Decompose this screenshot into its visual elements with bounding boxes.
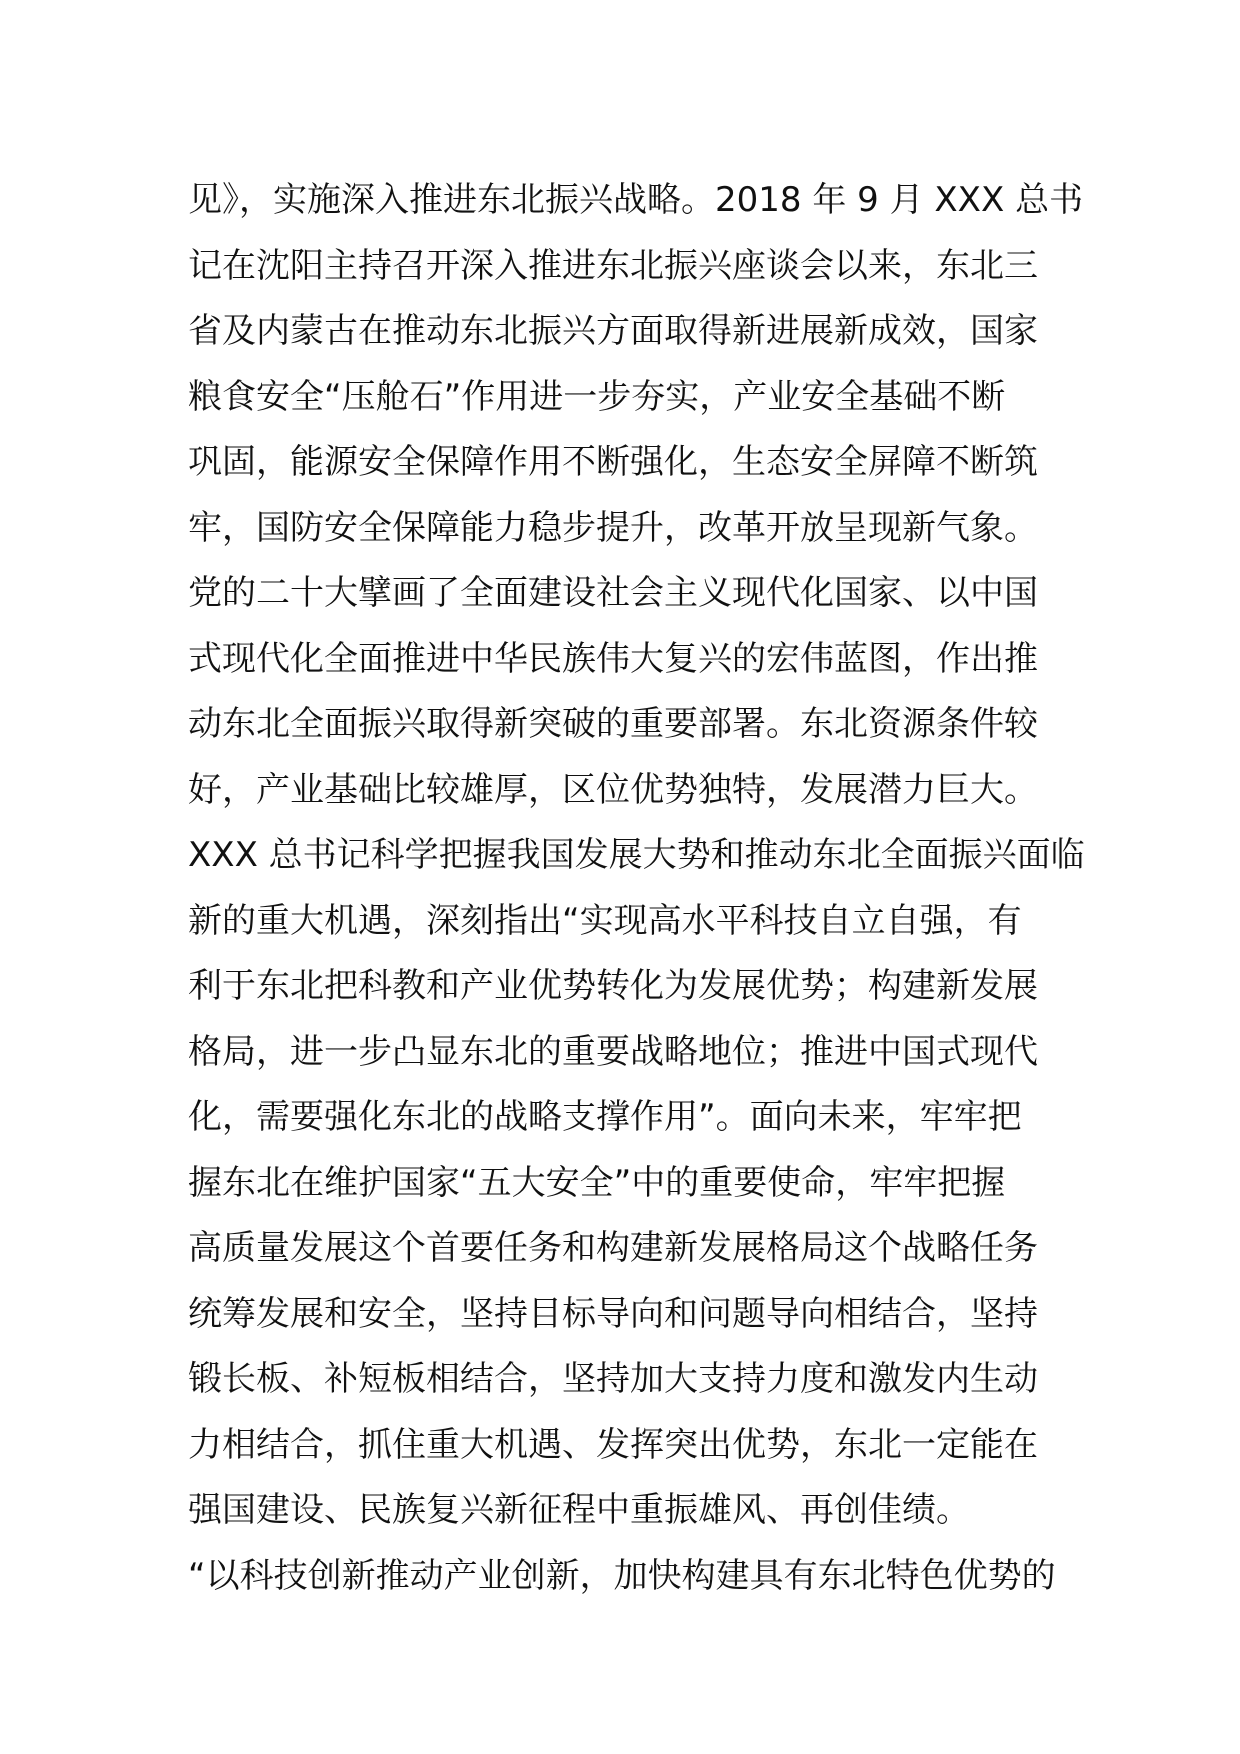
text-line-8: 式现代化全面推进中华民族伟大复兴的宏伟蓝图，作出推 (188, 638, 1038, 679)
text-line-19: 锻长板、补短板相结合，坚持加大支持力度和激发内生动 (188, 1359, 1038, 1399)
text-line-3: 省及内蒙古在推动东北振兴方面取得新进展新成效，国家 (188, 311, 1038, 351)
text-line-5: 巩固，能源安全保障作用不断强化，生态安全屏障不断筑 (188, 442, 1038, 482)
text-line-15: 化，需要强化东北的战略支撑作用”。面向未来，牢牢把 (188, 1097, 1022, 1137)
text-line-4: 粮食安全“压舱石”作用进一步夯实，产业安全基础不断 (188, 376, 1006, 417)
text-line-17: 高质量发展这个首要任务和构建新发展格局这个战略任务 (188, 1228, 1038, 1268)
text-line-9: 动东北全面振兴取得新突破的重要部署。东北资源条件较 (188, 704, 1038, 744)
text-line-13: 利于东北把科教和产业优势转化为发展优势；构建新发展 (188, 966, 1038, 1006)
text-line-1: 见》，实施深入推进东北振兴战略。2018 年 9 月 XXX 总书 (188, 180, 1084, 220)
text-line-16: 握东北在维护国家“五大安全”中的重要使命，牢牢把握 (188, 1162, 1006, 1203)
body-text (188, 168, 1085, 1609)
text-line-2: 记在沈阳主持召开深入推进东北振兴座谈会以来，东北三 (188, 245, 1038, 286)
text-line-6: 牢，国防安全保障能力稳步提升，改革开放呈现新气象。 (188, 507, 1038, 548)
text-line-20: 力相结合，抓住重大机遇、发挥突出优势，东北一定能在 (188, 1424, 1038, 1465)
text-line-21: 强国建设、民族复兴新征程中重振雄风、再创佳绩。 (188, 1490, 970, 1530)
text-line-22: “以科技创新推动产业创新，加快构建具有东北特色优势的 (188, 1555, 1056, 1596)
text-line-11: XXX 总书记科学把握我国发展大势和推动东北全面振兴面临 (188, 835, 1085, 875)
text-line-12: 新的重大机遇，深刻指出“实现高水平科技自立自强，有 (188, 900, 1022, 941)
text-line-10: 好，产业基础比较雄厚，区位优势独特，发展潜力巨大。 (188, 769, 1038, 810)
text-line-18: 统筹发展和安全，坚持目标导向和问题导向相结合，坚持 (188, 1293, 1038, 1334)
text-line-14: 格局，进一步凸显东北的重要战略地位；推进中国式现代 (188, 1031, 1038, 1072)
text-line-7: 党的二十大擘画了全面建设社会主义现代化国家、以中国 (188, 573, 1038, 613)
